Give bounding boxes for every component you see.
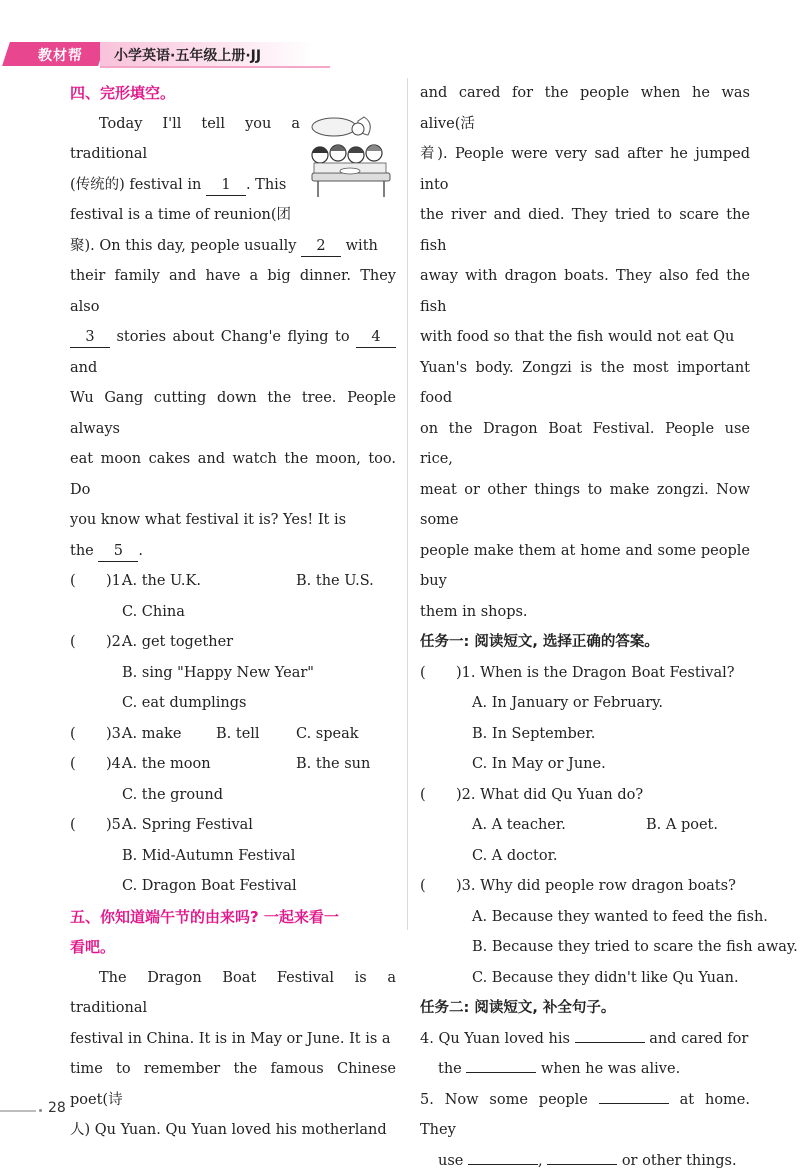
cloze-line-9: you know what festival it is? Yes! It is [70, 505, 396, 536]
reading-line: meat or other things to make zongzi. Now some [420, 475, 750, 536]
answer-bracket[interactable]: ( [70, 749, 106, 780]
task1-question-1: ( )1. When is the Dragon Boat Festival? [420, 658, 750, 689]
task2-question-5: 5. Now some people at home. They [420, 1085, 750, 1146]
reading-line: with food so that the fish would not eat Qu [420, 322, 750, 353]
blank-4[interactable]: 4 [356, 327, 396, 348]
answer-blank[interactable] [599, 1103, 669, 1104]
reading-line: the river and died. They tried to scare the fish [420, 200, 750, 261]
option-a[interactable]: A. get together [122, 627, 233, 658]
left-column [70, 78, 396, 1146]
family-dinner-illustration-icon [304, 113, 396, 199]
task1-q2-options-row [420, 810, 750, 841]
cloze-line-10: the 5 . [70, 536, 396, 567]
task2-question-4-cont: the when he was alive. [420, 1054, 750, 1085]
task1-q3-option-a: A. Because they wanted to feed the fish. [420, 902, 750, 933]
task-2-title: 任务二: 阅读短文, 补全句子。 [420, 993, 750, 1024]
option-b[interactable]: B. the sun [296, 749, 370, 780]
option-a[interactable]: A. the U.K. [122, 566, 201, 597]
task2-question-4: 4. Qu Yuan loved his and cared for [420, 1024, 750, 1055]
answer-bracket[interactable]: ( [70, 719, 106, 750]
column-divider [407, 78, 408, 930]
answer-blank[interactable] [547, 1164, 617, 1165]
cloze-line-7: Wu Gang cutting down the tree. People always [70, 383, 396, 444]
brand-label: 教材帮 [38, 45, 83, 65]
question-1: ( )1. A. the U.K. B. the U.S. [70, 566, 396, 597]
reading-line: them in shops. [420, 597, 750, 628]
answer-bracket[interactable]: ( [420, 658, 456, 689]
option-c[interactable]: C. speak [296, 719, 359, 750]
footer-bar [0, 1110, 36, 1112]
option-b[interactable]: B. the U.S. [296, 566, 374, 597]
task1-q1-option-c: C. In May or June. [420, 749, 750, 780]
blank-1[interactable]: 1 [206, 175, 246, 196]
task1-question-3: ( )3. Why did people row dragon boats? [420, 871, 750, 902]
task1-q3-option-b: B. Because they tried to scare the fish away. [420, 932, 750, 963]
reading-line: on the Dragon Boat Festival. People use rice, [420, 414, 750, 475]
reading-line: 着). People were very sad after he jumped into [420, 139, 750, 200]
cloze-line-2: (传统的) festival in 1 . This [70, 170, 396, 201]
question-1-row-2 [70, 597, 396, 628]
question-4-row-2 [70, 780, 396, 811]
answer-bracket[interactable]: ( [420, 780, 456, 811]
page-header [0, 42, 330, 72]
cloze-line-4: 聚). On this day, people usually 2 with [70, 231, 396, 262]
answer-blank[interactable] [466, 1072, 536, 1073]
option-b[interactable]: B. Mid-Autumn Festival [122, 841, 295, 872]
question-2-row-3 [70, 688, 396, 719]
question-2-row-2 [70, 658, 396, 689]
option-c[interactable]: C. Dragon Boat Festival [122, 871, 297, 902]
header-underline [100, 66, 330, 68]
reading-line: away with dragon boats. They also fed the fish [420, 261, 750, 322]
option-b[interactable]: B. tell [216, 719, 260, 750]
option-a[interactable]: A. Spring Festival [122, 810, 253, 841]
reading-line: Yuan's body. Zongzi is the most important food [420, 353, 750, 414]
reading-line: and cared for the people when he was alive(活 [420, 78, 750, 139]
page-number: 28 [48, 1100, 66, 1116]
section-4-title: 四、完形填空。 [70, 78, 396, 109]
answer-bracket[interactable]: ( [70, 810, 106, 841]
reading-line: people make them at home and some people buy [420, 536, 750, 597]
option-c[interactable]: C. China [122, 597, 185, 628]
question-5-row-3 [70, 871, 396, 902]
answer-bracket[interactable]: ( [420, 871, 456, 902]
option-b[interactable]: B. sing "Happy New Year" [122, 658, 314, 689]
answer-bracket[interactable]: ( [70, 566, 106, 597]
question-5: ( )5. A. Spring Festival [70, 810, 396, 841]
answer-blank[interactable] [468, 1164, 538, 1165]
option-a[interactable]: A. A teacher. [472, 810, 566, 841]
cloze-line-8: eat moon cakes and watch the moon, too. Do [70, 444, 396, 505]
task1-q3-option-c: C. Because they didn't like Qu Yuan. [420, 963, 750, 994]
answer-bracket[interactable]: ( [70, 627, 106, 658]
footer-dot [39, 1109, 42, 1112]
option-a[interactable]: A. make [122, 719, 181, 750]
question-2: ( )2. A. get together [70, 627, 396, 658]
task1-q1-option-a: A. In January or February. [420, 688, 750, 719]
task1-q1-option-b: B. In September. [420, 719, 750, 750]
task1-question-2: ( )2. What did Qu Yuan do? [420, 780, 750, 811]
question-4: ( )4. A. the moon B. the sun [70, 749, 396, 780]
question-3: ( )3. A. make B. tell C. speak [70, 719, 396, 750]
task1-q2-option-c: C. A doctor. [420, 841, 750, 872]
book-title: 小学英语·五年级上册·JJ [114, 45, 261, 65]
answer-blank[interactable] [575, 1042, 645, 1043]
cloze-line-6: 3 stories about Chang'e flying to 4 and [70, 322, 396, 383]
task2-question-5-cont: use , or other things. [420, 1146, 750, 1176]
blank-2[interactable]: 2 [301, 236, 341, 257]
cloze-line-1: Today I'll tell you a traditional [70, 109, 396, 170]
option-b[interactable]: B. A poet. [646, 810, 718, 841]
task-1-title: 任务一: 阅读短文, 选择正确的答案。 [420, 627, 750, 658]
right-column [420, 78, 750, 1176]
reading-line: The Dragon Boat Festival is a traditional [70, 963, 396, 1024]
question-5-row-2 [70, 841, 396, 872]
blank-3[interactable]: 3 [70, 327, 110, 348]
cloze-line-3: festival is a time of reunion(团 [70, 200, 396, 231]
blank-5[interactable]: 5 [98, 541, 138, 562]
cloze-line-5: their family and have a big dinner. They also [70, 261, 396, 322]
option-c[interactable]: C. the ground [122, 780, 223, 811]
reading-line: 人) Qu Yuan. Qu Yuan loved his motherland [70, 1115, 396, 1146]
option-a[interactable]: A. the moon [122, 749, 211, 780]
reading-line: time to remember the famous Chinese poet(诗 [70, 1054, 396, 1115]
option-c[interactable]: C. eat dumplings [122, 688, 246, 719]
reading-line: festival in China. It is in May or June. It is a [70, 1024, 396, 1055]
section-5-title: 五、你知道端午节的由来吗? 一起来看一 看吧。 [70, 902, 396, 963]
